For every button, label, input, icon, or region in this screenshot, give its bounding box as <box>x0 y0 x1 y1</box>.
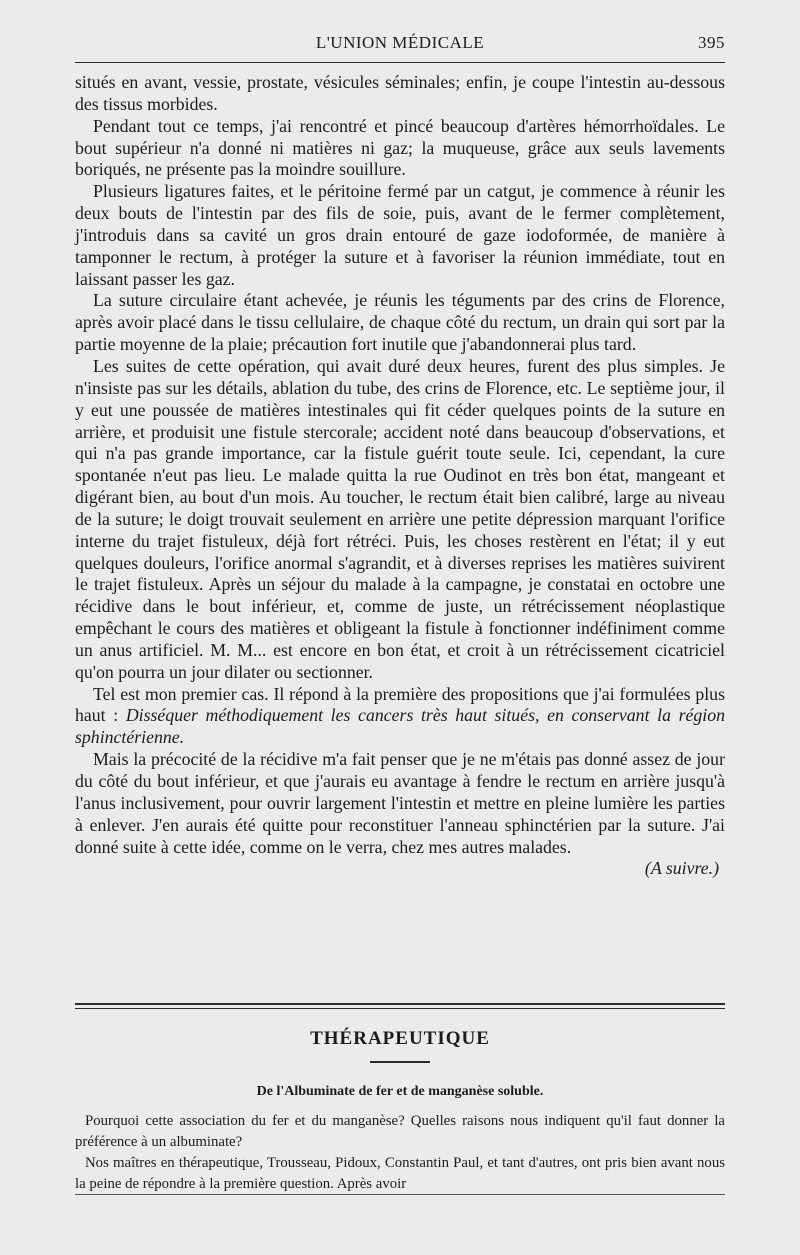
paragraph: Plusieurs ligatures faites, et le péritoine fermé par un catgut, je commence à réunir les deux bouts de l'intestin par des fils de soie, puis, avant de le fermer complètement, j'introduis dans sa cavité un gros drain entouré de gaze iodoformée, de manière à tamponner le rectum, à protéger la suture et à favoriser la réunion immédiate, tout en laissant passer les gaz. <box>75 181 725 289</box>
running-header <box>75 33 725 57</box>
section-title: THÉRAPEUTIQUE <box>310 1028 490 1049</box>
paragraph: Les suites de cette opération, qui avait duré deux heures, furent des plus simples. Je n'insiste pas sur les détails, ablation du tube, des crins de Florence, etc. Le septième jour, il y eut une poussée de matières intestinales qui fit céder quelques points de la suture en arrière, et produisit une fistule stercorale; accident noté dans beaucoup d'observations, et qui n'a pas grande importance, car la fistule guérit toute seule. Ici, cependant, la cure spontanée n'eut pas lieu. Le malade quitta la rue Oudinot en très bon état, mangeant et digérant bien, au bout d'un mois. Au toucher, le rectum était bien calibré, large au niveau de la suture; le doigt trouvait seulement en arrière une petite dépression marquant l'orifice interne du trajet fistuleux, déjà fort rétréci. Puis, les choses restèrent en l'état; il y eut quelques douleurs, l'orifice anormal s'agrandit, et à diverses reprises les matières suivirent le trajet fistuleux. Après un séjour du malade à la campagne, je constatai en octobre une récidive dans le bout inférieur, et, comme de juste, un rétrécissement néoplastique empêchant le cours des matières et obligeant la fistule à fonctionner indéfiniment comme un anus artificiel. M. M... est encore en bon état, et croit à un rétrécissement cicatriciel qu'on pourra un jour dilater ou sectionner. <box>75 355 725 682</box>
paragraph: La suture circulaire étant achevée, je réunis les téguments par des crins de Florence, après avoir placé dans le tissu cellulaire, de chaque côté du rectum, un drain qui sort par la partie moyenne de la plaie; précaution fort inutile que j'abandonnerai plus tard. <box>75 290 725 355</box>
section-body <box>75 1111 725 1195</box>
journal-title: L'UNION MÉDICALE <box>315 33 485 52</box>
section-divider-thick <box>75 1003 725 1005</box>
paragraph: Pendant tout ce temps, j'ai rencontré et pincé beaucoup d'artères hémorrhoïdales. Le bout supérieur n'a donné ni matières ni gaz; la muqueuse, grâce aux seuls lavements boriqués, ne présente pas la moindre souillure. <box>75 115 725 180</box>
paragraph <box>75 684 725 750</box>
title-underline <box>370 1061 430 1063</box>
paragraph: situés en avant, vessie, prostate, vésicules séminales; enfin, je coupe l'intestin au-dessous des tissus morbides. <box>75 72 725 114</box>
page-number: 395 <box>698 33 725 52</box>
italic-proposition: Disséquer méthodiquement les cancers très haut situés, en conservant la région sphinctérienne. <box>75 705 726 748</box>
footer-rule <box>75 1194 725 1195</box>
article-body <box>75 72 725 880</box>
paragraph: Pourquoi cette association du fer et du manganèse? Quelles raisons nous indiquent qu'il faut donner la préférence à un albuminate? <box>75 1113 725 1150</box>
to-be-continued: (A suivre.) <box>644 858 719 879</box>
paragraph-text: Tel est mon premier cas. Il répond à la première des propositions que j'ai formulées plus haut : <box>75 683 725 726</box>
paragraph: Mais la précocité de la récidive m'a fait penser que je ne m'étais pas donné assez de jour du côté du bout inférieur, et que j'aurais eu avantage à fendre le rectum en arrière jusqu'à l'anus inclusivement, pour ouvrir largement l'intestin et mettre en pleine lumière les parties à enlever. J'en aurais été quitte pour reconstituer l'anneau sphinctérien par la suture. J'ai donné suite à cette idée, comme on le verra, chez mes autres malades. <box>75 749 725 857</box>
section-divider-thin <box>75 1008 725 1009</box>
section-subtitle: De l'Albuminate de fer et de manganèse soluble. <box>256 1084 544 1099</box>
paragraph: Nos maîtres en thérapeutique, Trousseau, Pidoux, Constantin Paul, et tant d'autres, ont pris bien avant nous la peine de répondre à la première question. Après avoir <box>75 1155 725 1192</box>
header-rule <box>75 62 725 63</box>
